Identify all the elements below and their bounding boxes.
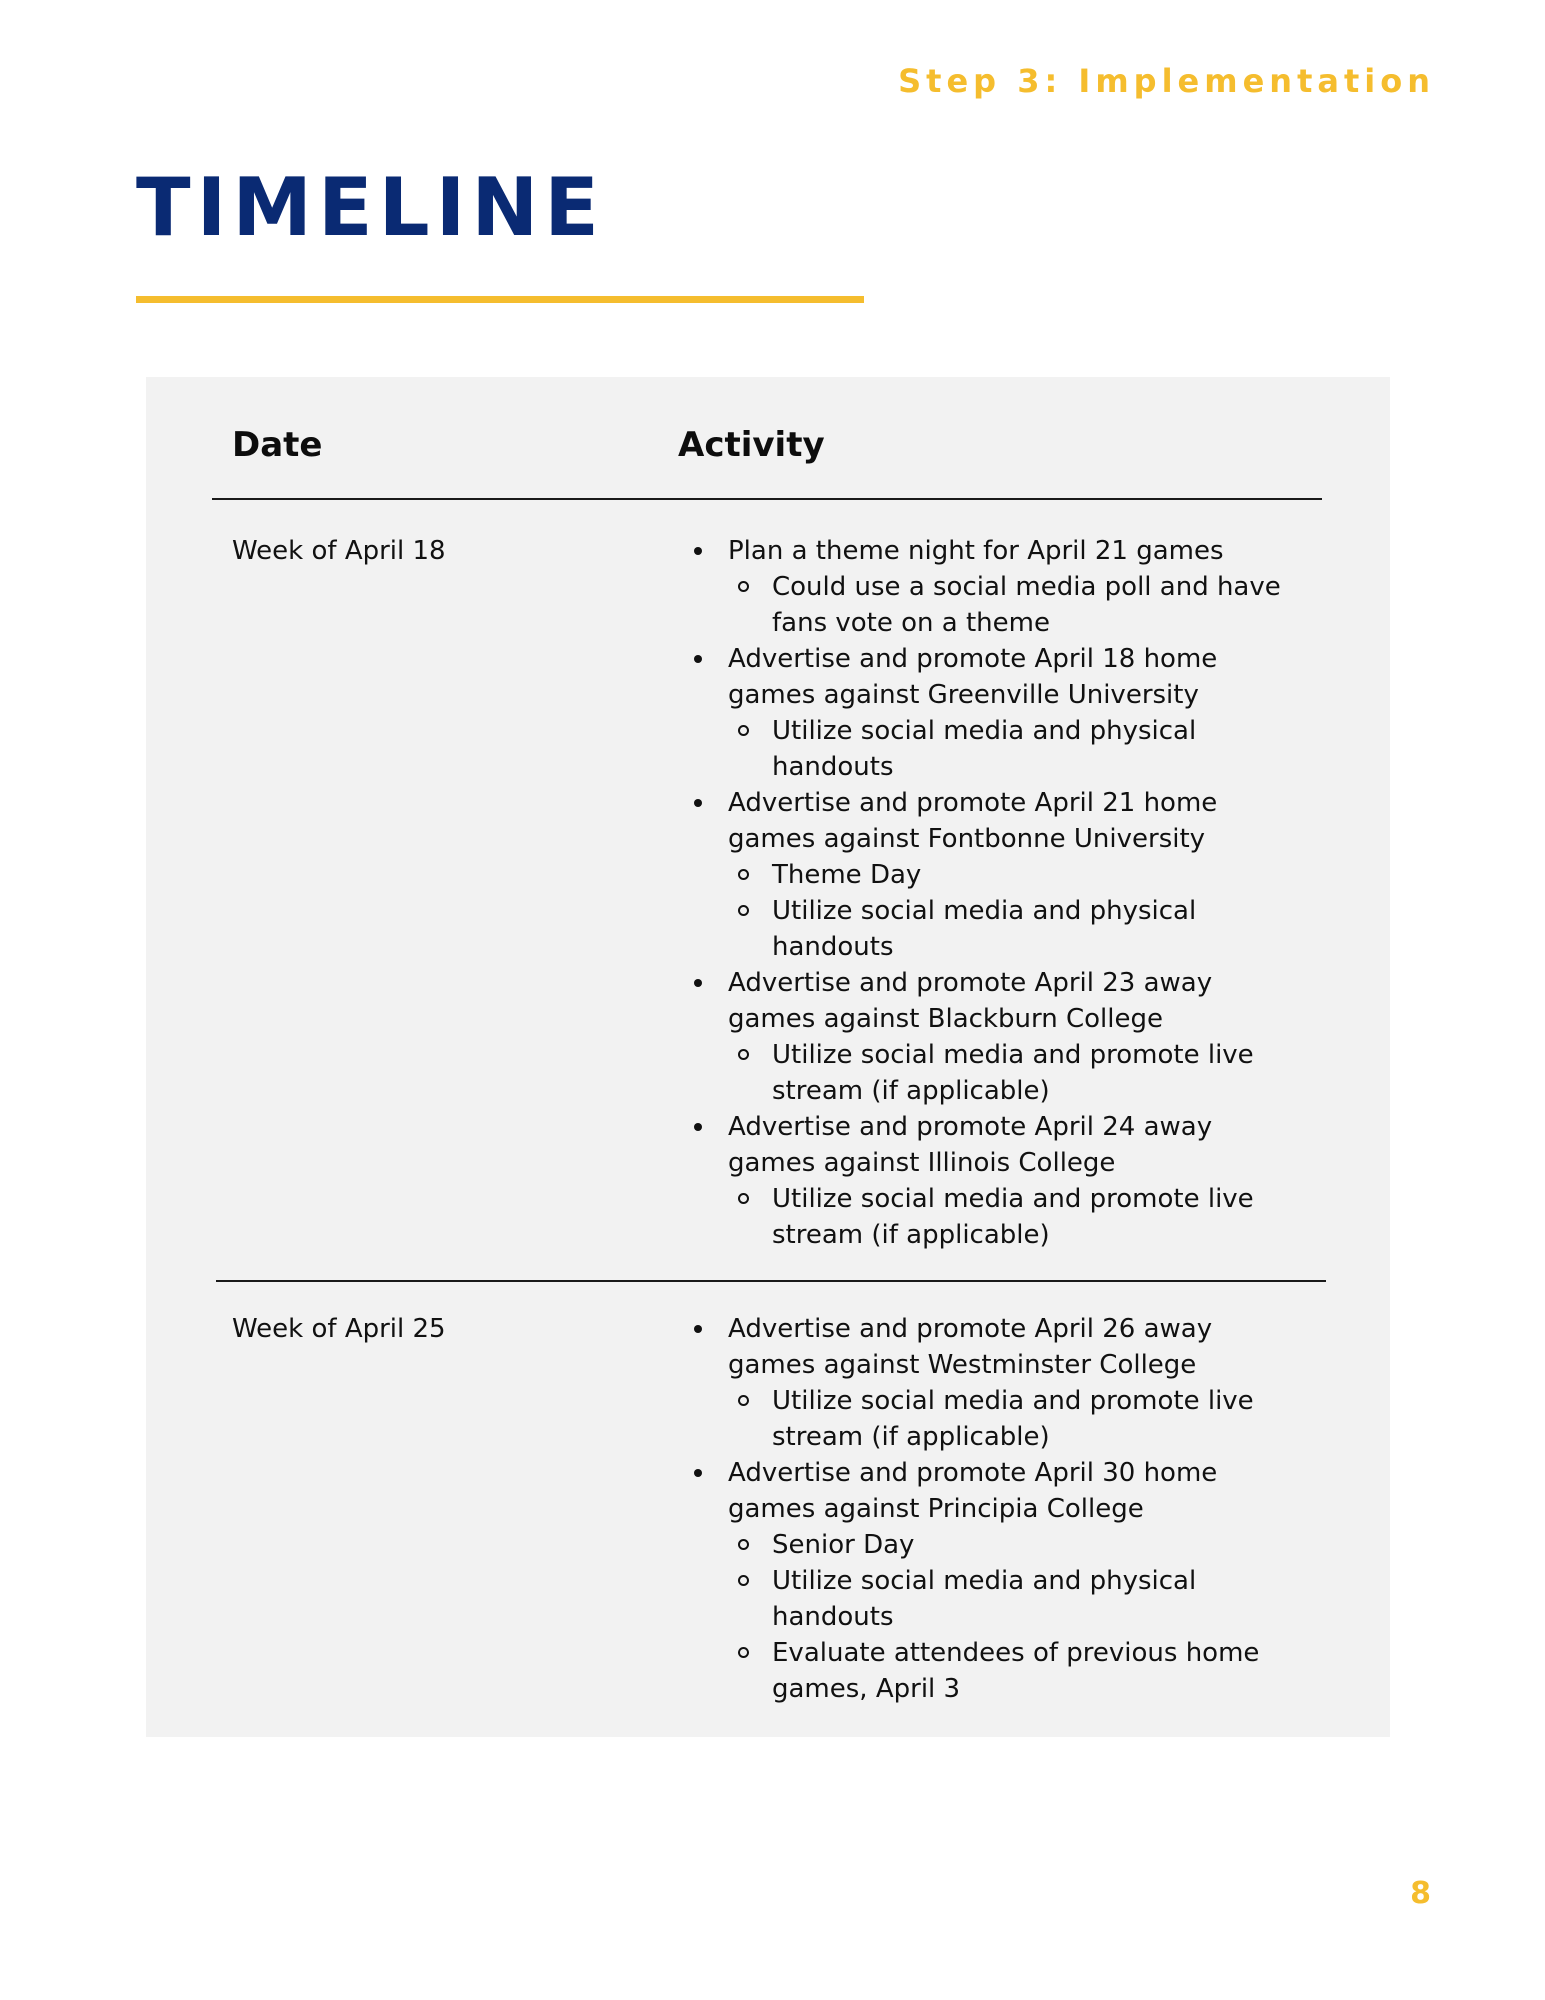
bullet-circle-icon: [738, 1049, 749, 1060]
bullet-circle-icon: [738, 905, 749, 916]
sub-activity-list: [728, 1037, 1306, 1109]
activity-item: [686, 1311, 1306, 1455]
bullet-dot-icon: [694, 547, 702, 555]
sub-activity-item: [728, 713, 1306, 785]
activity-text: Advertise and promote April 23 away games against Blackburn College: [728, 968, 1213, 1034]
bullet-circle-icon: [738, 1539, 749, 1550]
activity-text: Advertise and promote April 21 home games against Fontbonne University: [728, 788, 1218, 854]
sub-activity-text: Theme Day: [772, 860, 922, 890]
sub-activity-item: [728, 1383, 1306, 1455]
sub-activity-list: [728, 713, 1306, 785]
activity-list: [686, 1311, 1306, 1707]
column-header-activity: Activity: [678, 425, 825, 465]
sub-activity-text: Utilize social media and physical handouts: [772, 716, 1197, 782]
sub-activity-item: [728, 857, 1306, 893]
sub-activity-list: [728, 569, 1306, 641]
bullet-circle-icon: [738, 869, 749, 880]
sub-activity-text: Utilize social media and promote live stream (if applicable): [772, 1386, 1254, 1452]
bullet-dot-icon: [694, 1469, 702, 1477]
bullet-circle-icon: [738, 581, 749, 592]
date-cell: Week of April 25: [232, 1314, 446, 1344]
sub-activity-text: Utilize social media and physical handouts: [772, 1566, 1197, 1632]
bullet-circle-icon: [738, 1193, 749, 1204]
sub-activity-list: [728, 1383, 1306, 1455]
sub-activity-item: [728, 569, 1306, 641]
sub-activity-item: [728, 1037, 1306, 1109]
sub-activity-list: [728, 1181, 1306, 1253]
sub-activity-text: Evaluate attendees of previous home games, April 3: [772, 1638, 1260, 1704]
sub-activity-item: [728, 1181, 1306, 1253]
activity-item: [686, 965, 1306, 1109]
step-label: Step 3: Implementation: [898, 62, 1435, 100]
activity-text: Advertise and promote April 30 home games against Principia College: [728, 1458, 1218, 1524]
sub-activity-text: Utilize social media and promote live stream (if applicable): [772, 1184, 1254, 1250]
bullet-circle-icon: [738, 1575, 749, 1586]
bullet-dot-icon: [694, 1123, 702, 1131]
bullet-dot-icon: [694, 979, 702, 987]
activity-cell: [686, 1311, 1306, 1707]
sub-activity-text: Utilize social media and promote live stream (if applicable): [772, 1040, 1254, 1106]
activity-item: [686, 785, 1306, 965]
activity-text: Advertise and promote April 24 away games against Illinois College: [728, 1112, 1213, 1178]
table-header: [146, 425, 1390, 475]
sub-activity-text: Senior Day: [772, 1530, 915, 1560]
activity-item: [686, 1455, 1306, 1707]
sub-activity-item: [728, 893, 1306, 965]
sub-activity-text: Could use a social media poll and have fans vote on a theme: [772, 572, 1281, 638]
sub-activity-item: [728, 1635, 1306, 1707]
date-cell: Week of April 18: [232, 536, 446, 566]
sub-activity-text: Utilize social media and physical handouts: [772, 896, 1197, 962]
page-title: TIMELINE: [136, 161, 605, 254]
activity-text: Advertise and promote April 18 home games against Greenville University: [728, 644, 1218, 710]
sub-activity-item: [728, 1563, 1306, 1635]
bullet-circle-icon: [738, 1395, 749, 1406]
timeline-table: [146, 377, 1390, 1737]
activity-cell: [686, 533, 1306, 1253]
activity-item: [686, 1109, 1306, 1253]
header-divider: [212, 498, 1322, 500]
page-number: 8: [1410, 1876, 1431, 1911]
title-underline: [136, 296, 864, 303]
bullet-circle-icon: [738, 725, 749, 736]
activity-item: [686, 533, 1306, 641]
column-header-date: Date: [232, 425, 323, 465]
bullet-dot-icon: [694, 799, 702, 807]
sub-activity-item: [728, 1527, 1306, 1563]
bullet-circle-icon: [738, 1647, 749, 1658]
activity-text: Advertise and promote April 26 away games against Westminster College: [728, 1314, 1213, 1380]
sub-activity-list: [728, 857, 1306, 965]
activity-list: [686, 533, 1306, 1253]
row-divider: [216, 1280, 1326, 1282]
bullet-dot-icon: [694, 1325, 702, 1333]
sub-activity-list: [728, 1527, 1306, 1707]
activity-text: Plan a theme night for April 21 games: [728, 536, 1224, 566]
activity-item: [686, 641, 1306, 785]
bullet-dot-icon: [694, 655, 702, 663]
